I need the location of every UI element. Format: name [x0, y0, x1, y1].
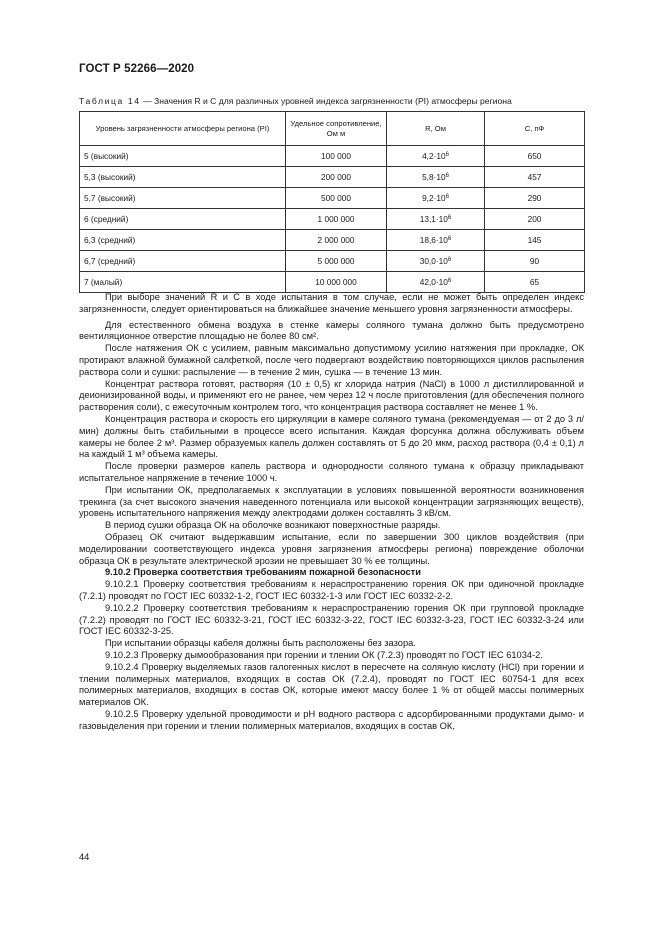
table-caption	[79, 96, 512, 106]
cell-c: 90	[485, 251, 585, 272]
cell-r	[387, 188, 485, 209]
paragraph: При выборе значений R и C в ходе испытания в том случае, если не может быть определен индекс загрязненности, следует ориентироваться на ближайшее значение меньшего уровня загрязненности атмосферы.	[79, 292, 584, 314]
cell-r	[387, 209, 485, 230]
cell-r-mantissa: 9,2·10	[422, 193, 446, 203]
cell-r	[387, 167, 485, 188]
cell-c: 457	[485, 167, 585, 188]
paragraph: После натяжения ОК с усилием, равным максимально допустимому усилию натяжения при прокладке, ОК протирают влажной бумажной салфеткой, после чего подвергают воздействию повторяющихся циклов распыления раствора соли и сушки: распыление — в течение 2 мин, сушка — в течение 13 мин.	[79, 343, 584, 377]
cell-c: 290	[485, 188, 585, 209]
table-caption-text: — Значения R и C для различных уровней индекса загрязненности (PI) атмосферы региона	[140, 96, 512, 106]
cell-r	[387, 146, 485, 167]
paragraph: Для естественного обмена воздуха в стенке камеры соляного тумана должно быть предусмотрено вентиляционное отверстие площадью не более 80 см².	[79, 319, 584, 342]
cell-resistivity: 100 000	[286, 146, 387, 167]
cell-r-mantissa: 30,0·10	[419, 256, 448, 266]
cell-resistivity: 500 000	[286, 188, 387, 209]
paragraph: 9.10.2.4 Проверку выделяемых газов галогенных кислот в пересчете на соляную кислоту (HCl) при горении и тлении полимерных материалов, входящих в состав ОК (7.2.4), проводят по ГОСТ IEC 60754-1 для всех полимерных материалов, входящих в состав ОК, которые имеют массу более 1 % от общей массы полимерных материалов ОК.	[79, 661, 584, 708]
cell-r-exponent: 6	[445, 194, 449, 200]
cell-resistivity: 1 000 000	[286, 209, 387, 230]
table-14	[79, 111, 585, 293]
paragraph: 9.10.2.2 Проверку соответствия требованиям к нераспространению горения ОК при групповой прокладке (7.2.2) проводят по ГОСТ IEC 60332-3-21, ГОСТ IEC 60332-3-22, ГОСТ IEC 60332-3-23, ГОСТ IEC 60332-3-24 или ГОСТ IEC 60332-3-25.	[79, 602, 584, 637]
table-caption-label: Таблица 14	[79, 96, 141, 106]
cell-c: 650	[485, 146, 585, 167]
cell-r	[387, 230, 485, 251]
table-row	[80, 251, 585, 272]
cell-r-exponent: 6	[447, 257, 452, 263]
cell-r-exponent: 6	[447, 236, 452, 242]
col-header-resistivity: Удельное сопротивление, Ом м	[286, 112, 387, 146]
cell-level: 6 (средний)	[80, 209, 286, 230]
paragraph: 9.10.2.3 Проверку дымообразования при горении и тлении ОК (7.2.3) проводят по ГОСТ IEC 61034-2.	[105, 649, 543, 660]
cell-level: 5,3 (высокий)	[80, 167, 286, 188]
cell-level: 7 (малый)	[80, 272, 286, 293]
paragraph: При испытании ОК, предполагаемых к эксплуатации в условиях повышенной вероятности возникновения трекинга (за счет высокого значения наведенного потенциала или высокой концентрации загрязняющих веществ), уровень испытательного напряжения между электродами должен составлять 3 кВ/см.	[79, 484, 584, 519]
cell-c: 145	[485, 230, 585, 251]
cell-r-mantissa: 42,0·10	[419, 277, 448, 287]
cell-r-mantissa: 4,2·10	[422, 151, 446, 161]
cell-r-exponent: 6	[447, 215, 452, 221]
table-row	[80, 272, 585, 293]
col-header-c: C, пФ	[485, 112, 585, 146]
table-row	[80, 167, 585, 188]
table-row	[80, 209, 585, 230]
paragraph: Концентрат раствора готовят, растворяя (10 ± 0,5) кг хлорида натрия (NaCl) в 1000 л дистиллированной и деионизированной воды, и применяют его не ранее, чем через 12 ч после приготовления (для обеспечения полного растворения соли), с ежесуточным контролем того, что концентрация раствора составляет не менее 1 %.	[79, 378, 584, 413]
cell-resistivity: 200 000	[286, 167, 387, 188]
paragraph: 9.10.2.5 Проверку удельной проводимости и pH водного раствора с адсорбированными продуктами дымо- и газовыделения при горении и тлении полимерных материалов, входящих в состав ОК,	[79, 708, 584, 731]
body-text	[79, 292, 584, 732]
cell-resistivity: 5 000 000	[286, 251, 387, 272]
cell-r	[387, 272, 485, 293]
document-header: ГОСТ Р 52266—2020	[79, 63, 195, 75]
cell-c: 65	[485, 272, 585, 293]
table-row	[80, 146, 585, 167]
cell-level: 6,3 (средний)	[80, 230, 286, 251]
cell-r-exponent: 6	[445, 173, 449, 179]
page-number: 44	[79, 852, 90, 862]
paragraph: Образец ОК считают выдержавшим испытание, если по завершении 300 циклов воздействия (при моделировании соответствующего индекса уровня загрязнения атмосферы региона) повреждение оболочки образца ОК в результате электрической эрозии не превышает 30 % ее толщины.	[79, 531, 584, 566]
cell-r-exponent: 6	[445, 152, 449, 158]
paragraph: После проверки размеров капель раствора и однородности соляного тумана к образцу прикладывают испытательное напряжение в течение 1000 ч.	[79, 461, 584, 483]
paragraph: В период сушки образца ОК на оболочке возникают поверхностные разряды.	[105, 520, 441, 531]
cell-r-mantissa: 18,6·10	[419, 235, 448, 245]
cell-level: 5,7 (высокий)	[80, 188, 286, 209]
cell-resistivity: 2 000 000	[286, 230, 387, 251]
cell-level: 5 (высокий)	[80, 146, 286, 167]
paragraph: При испытании образцы кабеля должны быть расположены без зазора.	[105, 638, 416, 649]
paragraph: Концентрация раствора и скорость его циркуляции в камере соляного тумана (рекомендуемая — от 2 до 3 л/мин) должны быть стабильными в процессе всего испытания. Каждая форсунка должна обслуживать объем камеры не более 2 м³. Размер образуемых капель должен составлять от 5 до 20 мкм, расход раствора (0,4 ± 0,1) л на каждый 1 м³ объема камеры.	[79, 413, 584, 460]
cell-resistivity: 10 000 000	[286, 272, 387, 293]
cell-level: 6,7 (средний)	[80, 251, 286, 272]
cell-r	[387, 251, 485, 272]
cell-c: 200	[485, 209, 585, 230]
table-row	[80, 188, 585, 209]
cell-r-mantissa: 5,8·10	[422, 172, 446, 182]
paragraph: 9.10.2.1 Проверку соответствия требованиям к нераспространению горения ОК при одиночной прокладке (7.2.1) проводят по ГОСТ IEC 60332-1-2, ГОСТ IEC 60332-1-3 или ГОСТ IEC 60332-2-2.	[79, 579, 584, 601]
table-row	[80, 230, 585, 251]
cell-r-exponent: 6	[447, 278, 452, 284]
table-header-row	[80, 112, 585, 146]
col-header-r: R, Ом	[387, 112, 485, 146]
col-header-level: Уровень загрязненности атмосферы региона (PI)	[80, 112, 286, 146]
cell-r-mantissa: 13,1·10	[419, 214, 448, 224]
subsection-heading: 9.10.2 Проверка соответствия требованиям пожарной безопасности	[105, 567, 421, 578]
